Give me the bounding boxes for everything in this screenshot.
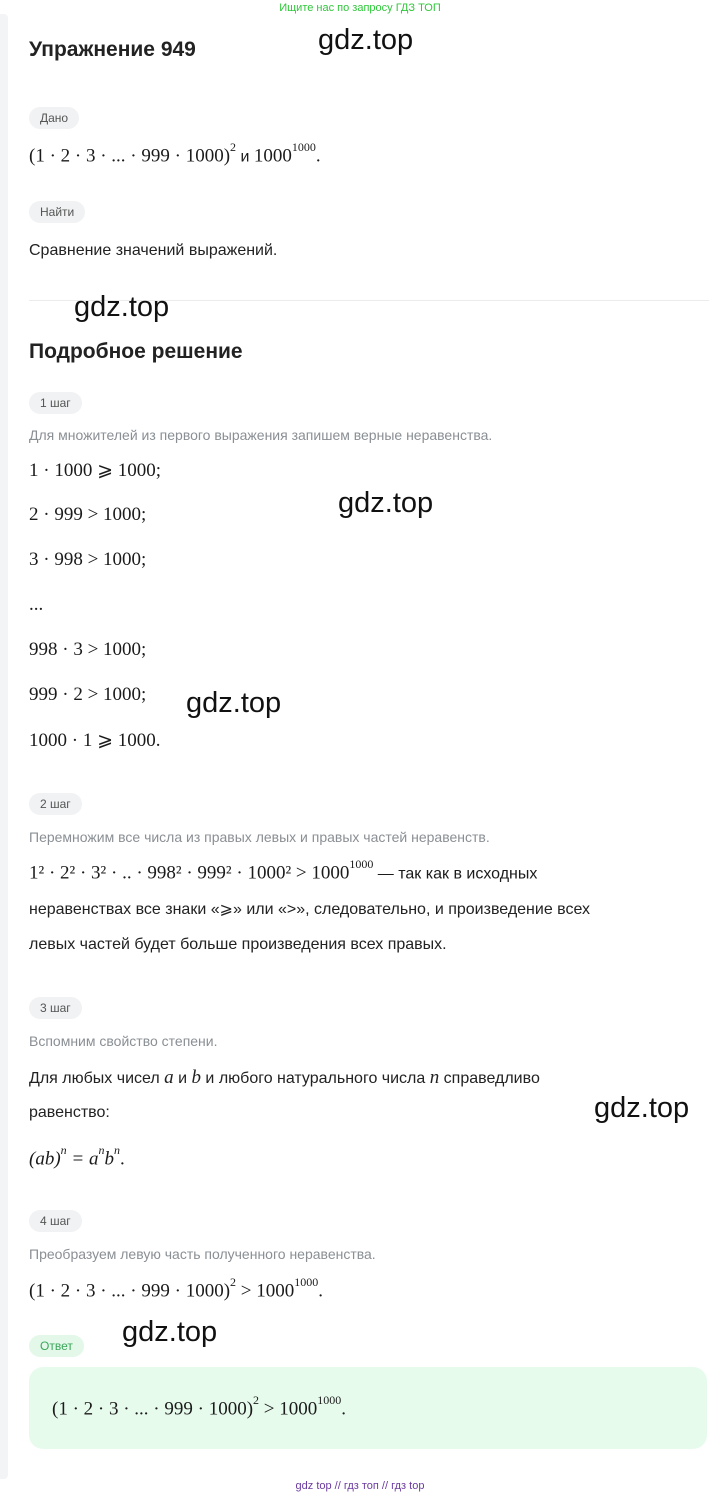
watermark: gdz.top bbox=[338, 487, 434, 519]
step-3-hint: Вспомним свойство степени. bbox=[29, 1033, 218, 1049]
step-2-inequality: 1² · 2² · 3² · .. · $998^2 \cdot 999^2 \cdot 1000^2 > 1000^{1000}$ — так как в исходных bbox=[29, 857, 538, 884]
answer-chip: Ответ bbox=[29, 1335, 84, 1357]
top-search-link[interactable]: Ищите нас по запросу ГДЗ ТОП bbox=[279, 2, 441, 14]
step-2-text: левых частей будет больше произведения всех правых. bbox=[29, 936, 447, 953]
answer-expression: (1 · 2 · 3 · ... · $999 \cdot 1000)^2 > 1000^{1000}$. bbox=[52, 1393, 347, 1420]
watermark: gdz.top bbox=[318, 24, 414, 56]
solution-title: Подробное решение bbox=[29, 340, 243, 363]
step-1-line: 2 · 999 > 1000; bbox=[29, 504, 147, 525]
step-2-text: неравенствах все знаки «⩾» или «>», следовательно, и произведение всех bbox=[29, 901, 591, 918]
step-1-line: 1000 · 1 ⩾ 1000. bbox=[29, 730, 161, 751]
watermark: gdz.top bbox=[186, 687, 282, 719]
step-1-chip: 1 шаг bbox=[29, 392, 82, 414]
step-3-text: Для любых чисел a и b и любого натурального числа n справедливо bbox=[29, 1067, 540, 1088]
watermark: gdz.top bbox=[122, 1316, 218, 1348]
step-3-chip: 3 шаг bbox=[29, 997, 82, 1019]
step-4-chip: 4 шаг bbox=[29, 1210, 82, 1232]
find-chip: Найти bbox=[29, 201, 85, 223]
watermark: gdz.top bbox=[74, 291, 170, 323]
step-1-hint: Для множителей из первого выражения запишем верные неравенства. bbox=[29, 427, 493, 443]
step-4-hint: Преобразуем левую часть полученного неравенства. bbox=[29, 1246, 376, 1262]
step-2-hint: Перемножим все числа из правых левых и правых частей неравенств. bbox=[29, 829, 490, 845]
given-expression: (1 · 2 · 3 · ... · 999 · 1000)$^2$ и $1000^{1000}$. bbox=[29, 140, 321, 167]
step-1-line: ... bbox=[29, 594, 44, 615]
step-1-line: 998 · 3 > 1000; bbox=[29, 639, 147, 660]
step-1-line: 1 · 1000 ⩾ 1000; bbox=[29, 460, 162, 481]
step-1-line: 3 · 998 > 1000; bbox=[29, 549, 147, 570]
watermark: gdz.top bbox=[594, 1092, 690, 1124]
given-chip: Дано bbox=[29, 107, 79, 129]
step-1-line: 999 · 2 > 1000; bbox=[29, 684, 147, 705]
power-formula: $(ab)^n = a^nb^n$. bbox=[29, 1143, 125, 1170]
exercise-title: Упражнение 949 bbox=[29, 38, 196, 61]
find-text: Сравнение значений выражений. bbox=[29, 242, 278, 259]
step-3-text: равенство: bbox=[29, 1104, 110, 1121]
left-rail bbox=[0, 14, 8, 1479]
footer-links[interactable]: gdz top // гдз топ // гдз top bbox=[295, 1480, 425, 1492]
step-4-expression: (1 · 2 · 3 · ... · $999 \cdot 1000)^2 > 1000^{1000}$. bbox=[29, 1275, 324, 1302]
step-2-chip: 2 шаг bbox=[29, 793, 82, 815]
